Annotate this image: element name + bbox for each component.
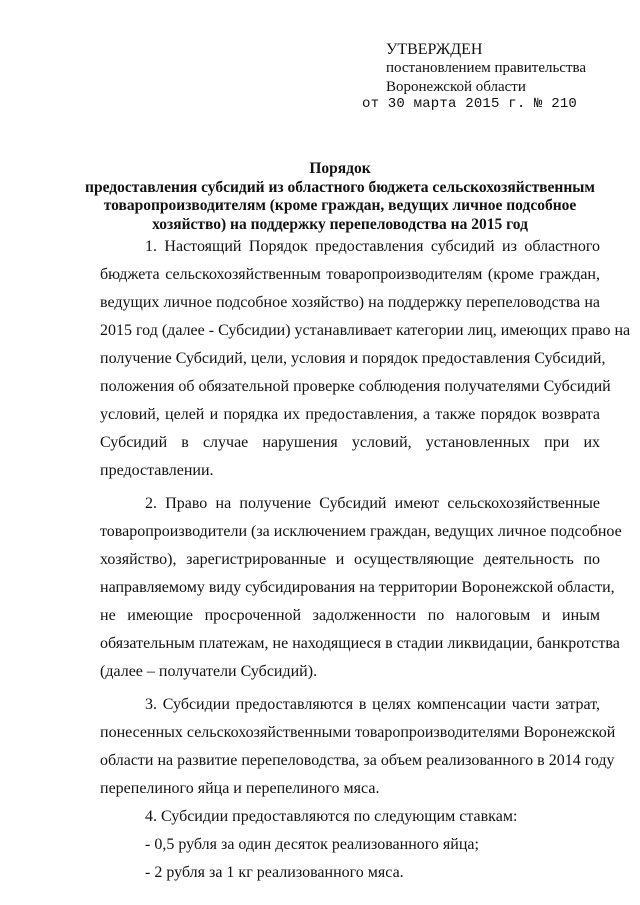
text-line: Субсидий в случае нарушения условий, установленных при их — [100, 434, 600, 451]
text-line: 3. Субсидии предоставляются в целях компенсации части затрат, — [145, 696, 600, 713]
approval-stamp — [386, 40, 586, 97]
text-line: 4. Субсидии предоставляются по следующим ставкам: — [145, 808, 518, 825]
text-line: положения об обязательной проверке соблюдения получателями Субсидий — [100, 378, 611, 395]
text-line: 1. Настоящий Порядок предоставления субсидий из областного — [145, 238, 600, 255]
text-line: бюджета сельскохозяйственным товаропроизводителям (кроме граждан, — [100, 266, 600, 283]
text-line: условий, целей и порядка их предоставления, а также порядок возврата — [100, 406, 600, 423]
text-line: направляемому виду субсидирования на территории Воронежской области, — [100, 579, 615, 596]
list-item: - 0,5 рубля за один десяток реализованного яйца; — [145, 836, 479, 853]
text-line: хозяйство), зарегистрированные и осуществляющие деятельность по — [100, 551, 600, 568]
approval-authority: постановлением правительства — [386, 60, 587, 76]
approval-region: Воронежской области — [386, 79, 526, 95]
text-line: 2. Право на получение Субсидий имеют сельскохозяйственные — [145, 495, 600, 512]
list-item: - 2 рубля за 1 кг реализованного мяса. — [145, 864, 404, 881]
approval-date: от 30 марта 2015 г. № 210 — [362, 96, 578, 112]
text-line: области на развитие перепеловодства, за объем реализованного в 2014 году — [100, 752, 615, 769]
text-line: (далее – получатели Субсидий). — [100, 663, 318, 680]
paragraph-2 — [100, 490, 622, 686]
paragraph-3 — [100, 691, 616, 803]
title-line: предоставления субсидий из областного бюджета сельскохозяйственным — [85, 178, 595, 196]
document-body — [100, 233, 631, 887]
paragraph-4 — [100, 803, 600, 887]
text-line: товаропроизводители (за исключением граждан, ведущих личное подсобное — [100, 523, 622, 540]
title-line: хозяйство) на поддержку перепеловодства на 2015 год — [152, 215, 528, 233]
text-line: перепелиного яйца и перепелиного мяса. — [100, 780, 380, 797]
text-line: предоставлении. — [100, 462, 214, 479]
paragraph-1 — [100, 233, 631, 485]
text-line: получение Субсидий, цели, условия и порядок предоставления Субсидий, — [100, 350, 606, 367]
approval-heading: УТВЕРЖДЕН — [386, 41, 483, 58]
text-line: ведущих личное подсобное хозяйство) на поддержку перепеловодства на — [100, 294, 600, 311]
title-line: товаропроизводителям (кроме граждан, ведущих личное подсобное — [103, 197, 577, 214]
text-line: не имеющие просроченной задолженности по налоговым и иным — [100, 607, 600, 624]
text-line: понесенных сельскохозяйственными товаропроизводителями Воронежской — [100, 724, 616, 741]
document-title — [60, 160, 620, 234]
text-line: 2015 год (далее - Субсидии) устанавливает категории лиц, имеющих право на — [100, 322, 631, 339]
text-line: обязательным платежам, не находящиеся в стадии ликвидации, банкротства — [100, 635, 620, 652]
title-line: Порядок — [309, 160, 371, 177]
